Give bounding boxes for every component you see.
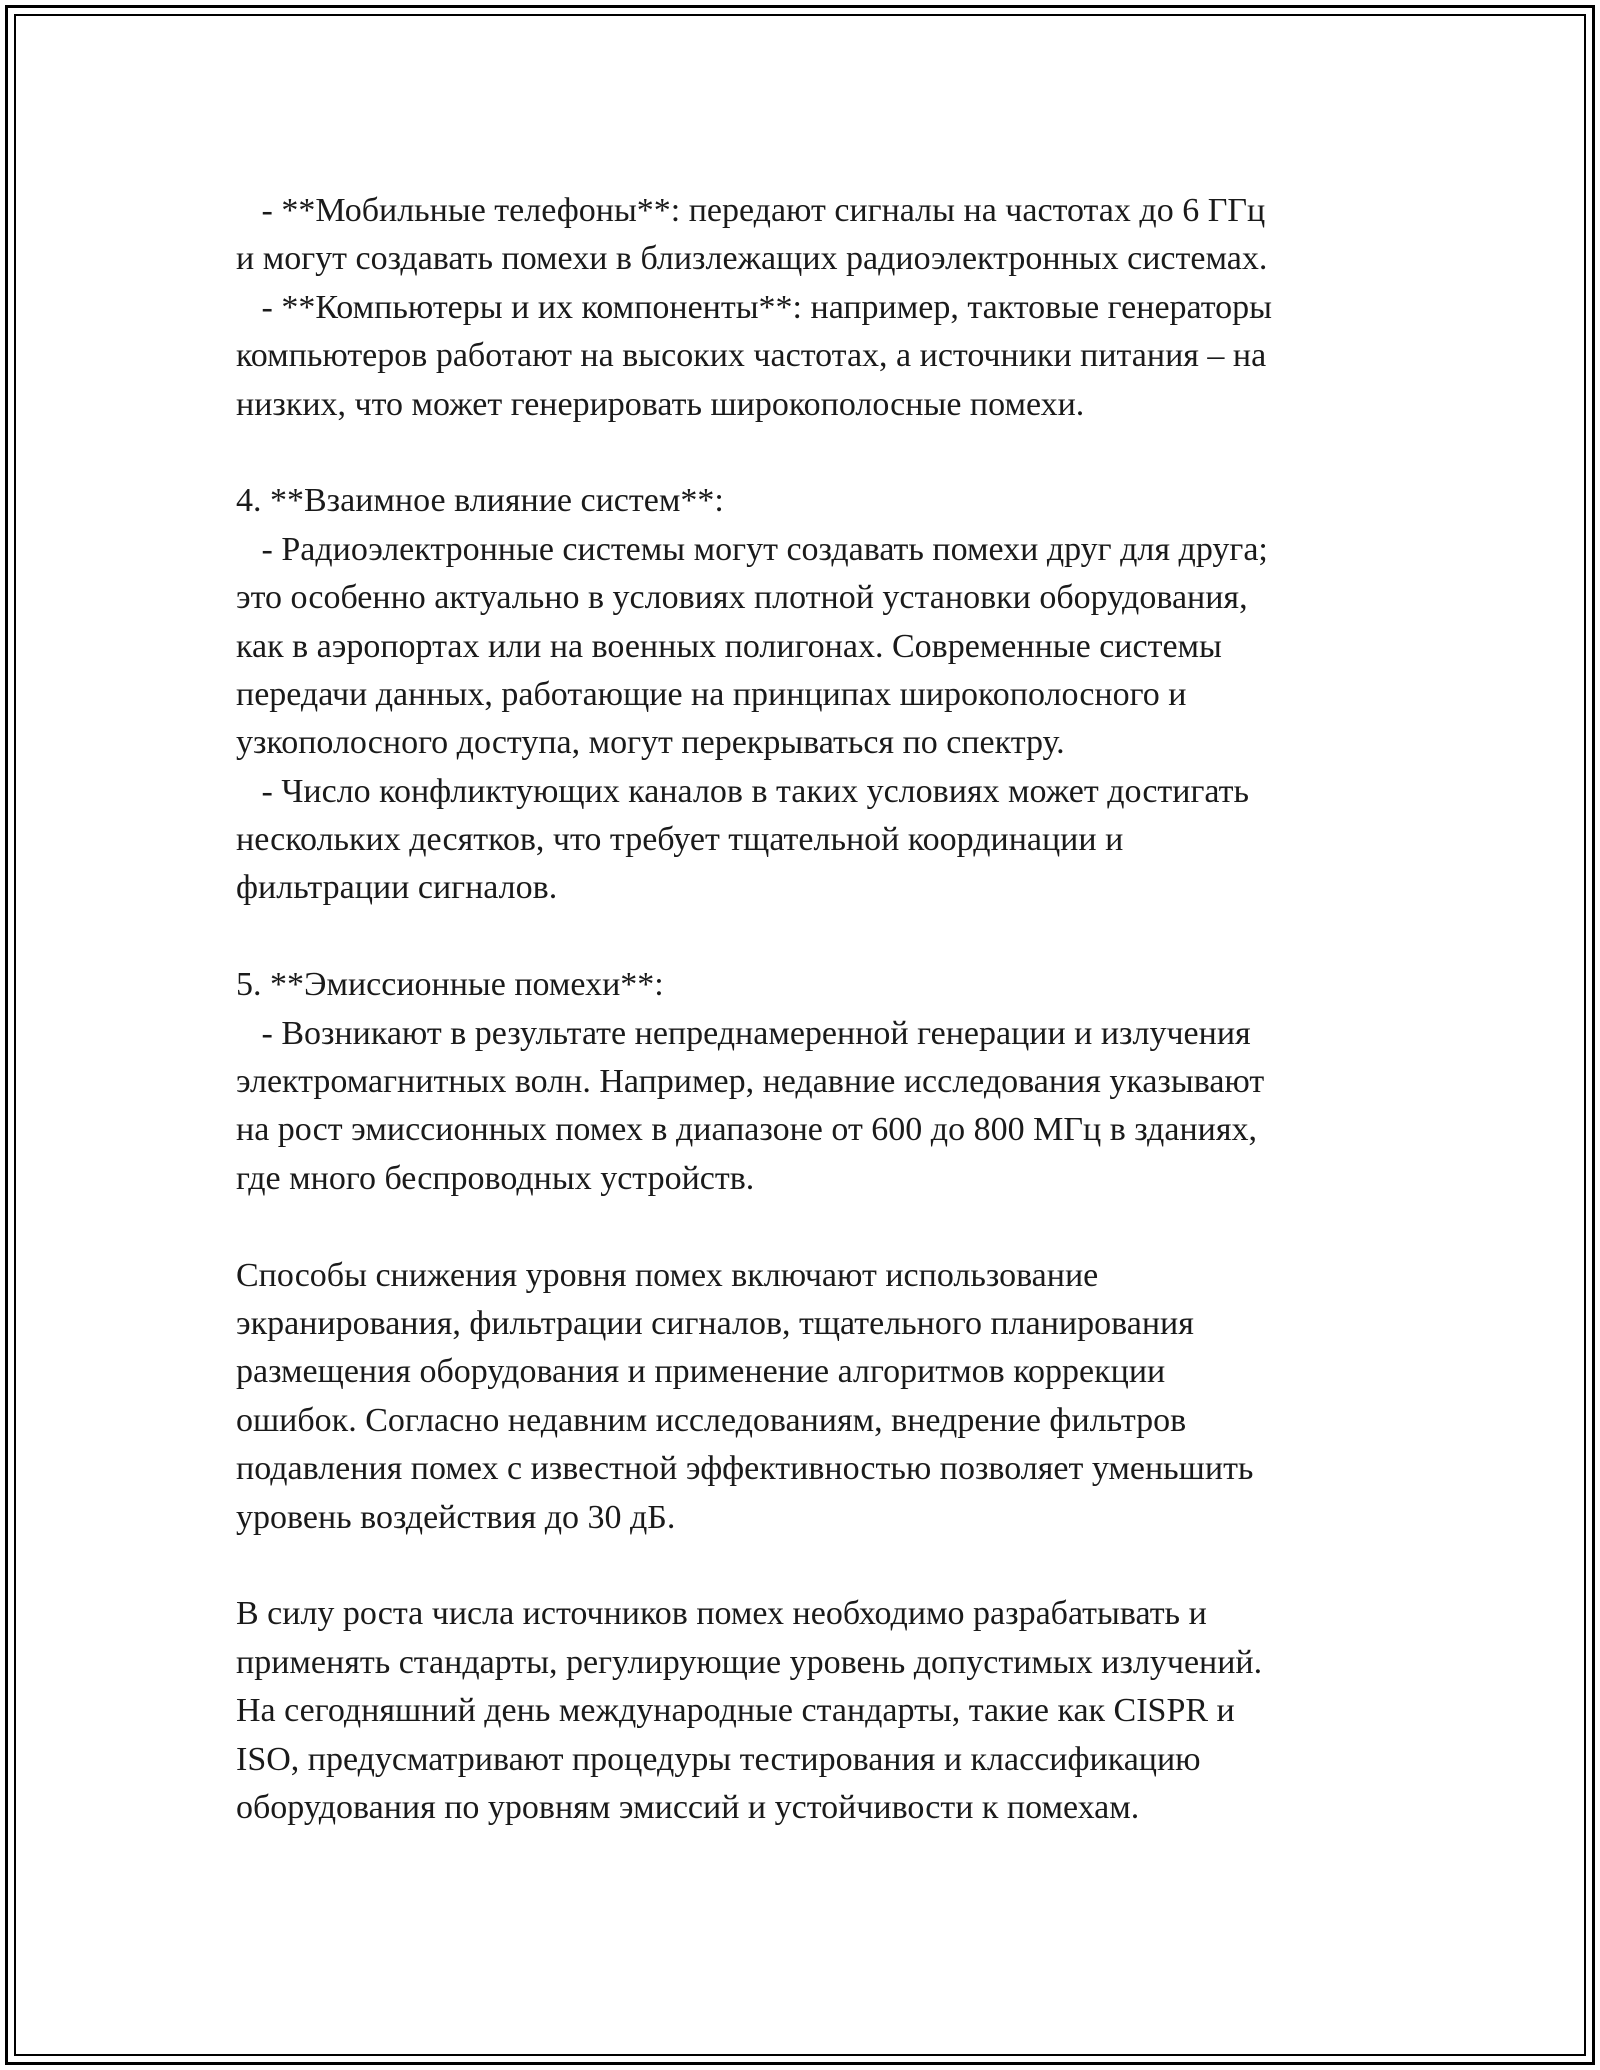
text-line: передачи данных, работающие на принципах широкополосного и (236, 675, 1187, 713)
text-line: ошибок. Согласно недавним исследованиям, внедрение фильтров (236, 1401, 1187, 1439)
text-line: нескольких десятков, что требует тщательной координации и (236, 821, 1124, 859)
text-line: низких, что может генерировать широкополосные помехи. (236, 385, 1085, 423)
text-line: и могут создавать помехи в близлежащих радиоэлектронных системах. (236, 240, 1268, 278)
text-line: - **Мобильные телефоны**: передают сигналы на частотах до 6 ГГц (236, 192, 1266, 229)
text-line: В силу роста числа источников помех необходимо разрабатывать и (236, 1595, 1207, 1633)
text-line: - **Компьютеры и их компоненты**: например, тактовые генераторы (236, 288, 1273, 326)
text-line: размещения оборудования и применение алгоритмов коррекции (236, 1353, 1166, 1391)
text-line: оборудования по уровням эмиссий и устойчивости к помехам. (236, 1788, 1140, 1826)
text-line: - Число конфликтующих каналов в таких условиях может достигать (236, 772, 1250, 810)
paragraph-gap (236, 429, 1416, 477)
text-line: как в аэропортах или на военных полигонах. Современные системы (236, 627, 1222, 665)
text-line: фильтрации сигналов. (236, 869, 558, 907)
text-line: применять стандарты, регулирующие уровень допустимых излучений. (236, 1643, 1263, 1681)
text-line: На сегодняшний день международные стандарты, такие как CISPR и (236, 1692, 1235, 1730)
section-heading: 5. **Эмиссионные помехи**: (236, 966, 664, 1004)
text-line: узкополосного доступа, могут перекрываться по спектру. (236, 724, 1065, 762)
text-line: экранирования, фильтрации сигналов, тщательного планирования (236, 1304, 1194, 1342)
text-line: уровень воздействия до 30 дБ. (236, 1498, 676, 1536)
text-line: на рост эмиссионных помех в диапазоне от 600 до 800 МГц в зданиях, (236, 1111, 1257, 1149)
text-line: ISO, предусматривают процедуры тестирования и классификацию (236, 1740, 1201, 1778)
text-line: - Возникают в результате непреднамеренной генерации и излучения (236, 1014, 1251, 1052)
text-line: подавления помех с известной эффективностью позволяет уменьшить (236, 1450, 1254, 1488)
text-line: это особенно актуально в условиях плотной установки оборудования, (236, 579, 1248, 617)
paragraph-gap (236, 913, 1416, 961)
document-body (236, 187, 1416, 1832)
text-line: Способы снижения уровня помех включают использование (236, 1256, 1099, 1294)
text-line: электромагнитных волн. Например, недавние исследования указывают (236, 1063, 1265, 1101)
section-heading: 4. **Взаимное влияние систем**: (236, 482, 724, 520)
text-line: где много беспроводных устройств. (236, 1159, 755, 1197)
paragraph-gap (236, 1542, 1416, 1590)
text-line: - Радиоэлектронные системы могут создавать помехи друг для друга; (236, 530, 1268, 568)
text-line: компьютеров работают на высоких частотах, а источники питания – на (236, 337, 1267, 375)
paragraph-gap (236, 1203, 1416, 1251)
